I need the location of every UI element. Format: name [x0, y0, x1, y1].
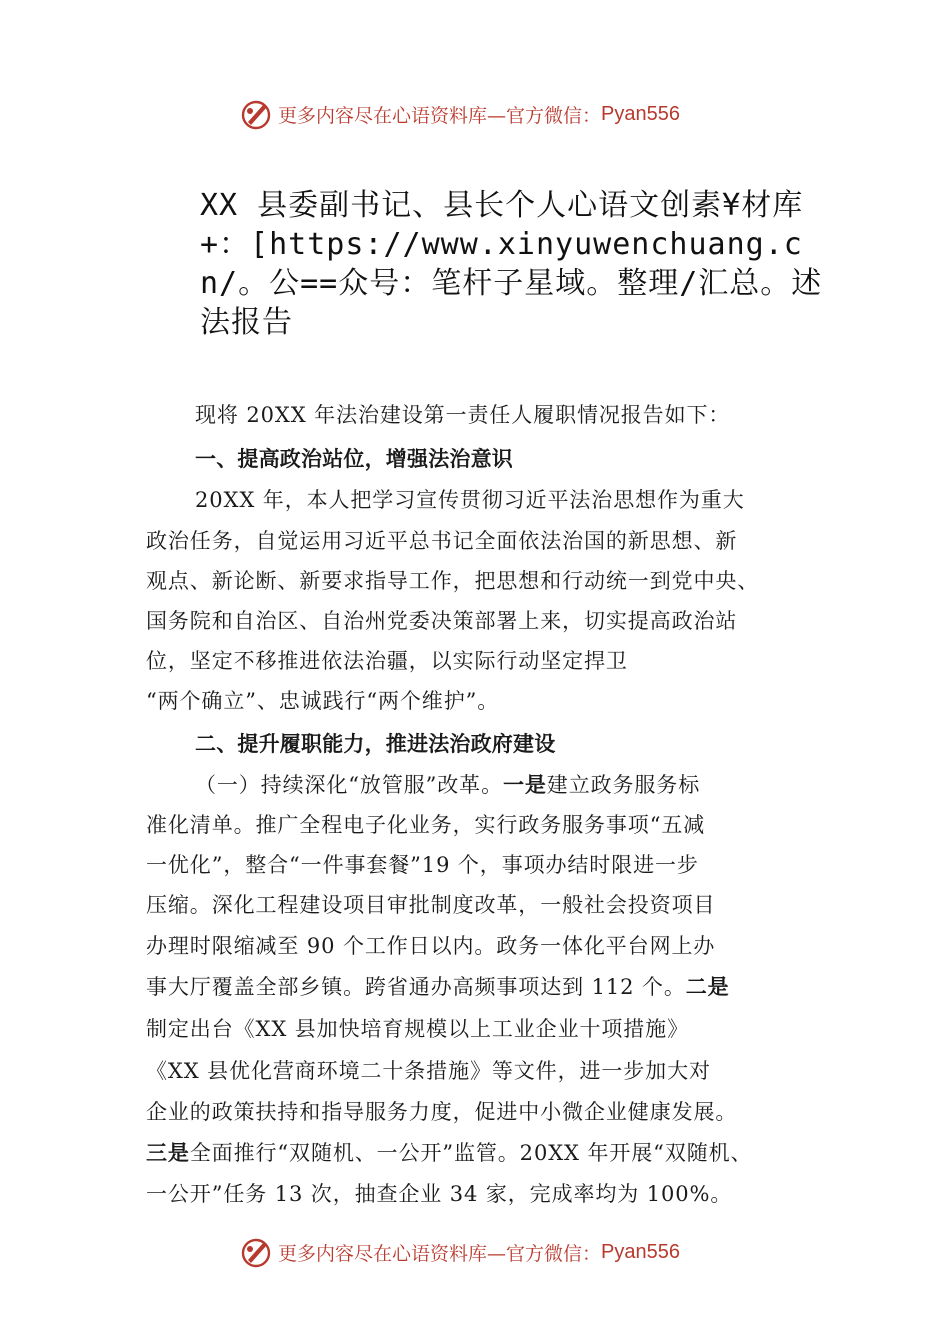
section-2-line: 压缩。深化工程建设项目审批制度改革，一般社会投资项目 — [146, 893, 716, 917]
section-2-sub-heading-line — [195, 770, 700, 800]
banner-wechat-id: Pyan556 — [601, 1240, 680, 1263]
section-1-line: “两个确立”、忠诚践行“两个维护”。 — [146, 689, 500, 713]
section-2-line: 办理时限缩减至 90 个工作日以内。政务一体化平台网上办 — [146, 934, 716, 958]
sub-heading-1: （一）持续深化“放管服”改革。 — [195, 773, 503, 797]
section-2-line-with-bold — [146, 1138, 752, 1168]
section-1-heading: 一、提高政治站位，增强法治意识 — [195, 447, 513, 471]
section-1-line: 政治任务，自觉运用习近平总书记全面依法治国的新思想、新 — [146, 529, 738, 553]
section-1-line: 20XX 年，本人把学习宣传贯彻习近平法治思想作为重大 — [195, 488, 745, 512]
section-2-line: 《XX 县优化营商环境二十条措施》等文件，进一步加大对 — [146, 1059, 711, 1083]
section-2-line: 制定出台《XX 县加快培育规模以上工业企业十项措施》 — [146, 1017, 689, 1041]
section-2-line-with-bold — [146, 972, 730, 1002]
section-1-line: 国务院和自治区、自治州党委决策部署上来，切实提高政治站 — [146, 609, 738, 633]
section-2-line: 一优化”，整合“一件事套餐”19 个，事项办结时限进一步 — [146, 853, 699, 877]
bold-marker-3: 三是 — [146, 1141, 190, 1165]
sub-heading-1-rest: 建立政务服务标 — [546, 773, 701, 797]
pen-seal-logo-icon — [238, 1234, 274, 1270]
line-text: 全面推行“双随机、一公开”监管。20XX 年开展“双随机、 — [189, 1141, 753, 1165]
section-1-line: 位，坚定不移推进依法治疆，以实际行动坚定捍卫 — [146, 649, 628, 673]
intro-paragraph: 现将 20XX 年法治建设第一责任人履职情况报告如下： — [195, 403, 731, 427]
banner-dash-label: —官方微信： — [487, 104, 602, 127]
bold-marker-2: 二是 — [685, 975, 730, 999]
line-text: 事大厅覆盖全部乡镇。跨省通办高频事项达到 112 个。 — [146, 975, 686, 999]
section-2-line: 准化清单。推广全程电子化业务，实行政务服务事项“五减 — [146, 813, 706, 837]
section-1-line: 观点、新论断、新要求指导工作，把思想和行动统一到党中央、 — [146, 569, 760, 593]
section-2-line: 企业的政策扶持和指导服务力度，促进中小微企业健康发展。 — [146, 1100, 738, 1124]
header-banner — [238, 96, 680, 132]
footer-banner — [238, 1234, 680, 1270]
document-title: XX 县委副书记、县长个人心语文创素¥材库+：[https://www.xinyuwenchuang.cn/。公==众号：笔杆子星域。整理/汇总。述法报告 — [200, 188, 823, 340]
banner-text: 更多内容尽在心语资料库 — [278, 1242, 488, 1265]
section-2-line: 一公开”任务 13 次，抽查企业 34 家，完成率均为 100%。 — [146, 1182, 733, 1206]
bold-marker-1: 一是 — [502, 773, 547, 797]
pen-seal-logo-icon — [238, 96, 274, 132]
section-2-heading: 二、提升履职能力，推进法治政府建设 — [195, 732, 556, 756]
banner-dash-label: —官方微信： — [487, 1242, 602, 1265]
banner-wechat-id: Pyan556 — [601, 102, 680, 125]
banner-text: 更多内容尽在心语资料库 — [278, 104, 488, 127]
